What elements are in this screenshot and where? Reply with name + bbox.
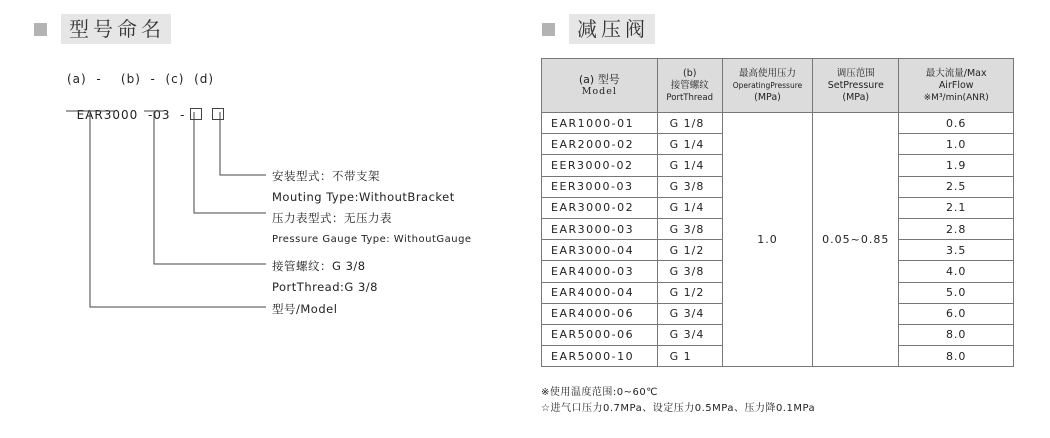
- regulator-header: [542, 14, 655, 44]
- cell-port: G 1/2: [657, 240, 722, 261]
- cell-port: G 1: [657, 346, 722, 367]
- cell-port: G 3/4: [657, 324, 722, 345]
- square-bullet-icon: [542, 23, 555, 36]
- header-set-range-en: SetPressure: [827, 79, 884, 91]
- cell-port: G 3/4: [657, 303, 722, 324]
- header-max-flow-en: AirFlow: [938, 79, 974, 91]
- cell-flow: 3.5: [899, 240, 1014, 261]
- cell-set-range: 0.05~0.85: [813, 113, 899, 367]
- model-code-prefix: EAR3000 -03 -: [76, 108, 186, 122]
- header-model: [542, 59, 658, 113]
- cell-model: EAR4000-03: [542, 261, 658, 282]
- port-thread-cn: 接管螺纹：G 3/8: [272, 259, 366, 273]
- cell-model: EAR3000-02: [542, 197, 658, 218]
- gauge-type-cn: 压力表型式：无压力表: [272, 211, 392, 225]
- cell-port: G 3/8: [657, 176, 722, 197]
- cell-port: G 1/2: [657, 282, 722, 303]
- cell-flow: 4.0: [899, 261, 1014, 282]
- model-label: 型号/Model: [272, 302, 338, 316]
- cell-model: EAR5000-10: [542, 346, 658, 367]
- spec-table: [541, 58, 1014, 367]
- cell-model: EAR2000-02: [542, 134, 658, 155]
- cell-port: G 3/8: [657, 218, 722, 239]
- header-set-range-cn: 调压范围: [836, 67, 875, 79]
- cell-model: EAR4000-04: [542, 282, 658, 303]
- cell-port: G 1/4: [657, 134, 722, 155]
- header-port: [657, 59, 722, 113]
- mounting-type-cn: 安装型式：不带支架: [272, 169, 380, 183]
- cell-model: EAR5000-06: [542, 324, 658, 345]
- header-max-pressure-en: OperatingPressure: [732, 80, 803, 90]
- cell-max-pressure: 1.0: [722, 113, 812, 367]
- cell-flow: 2.5: [899, 176, 1014, 197]
- cell-model: EER3000-03: [542, 176, 658, 197]
- mounting-type-en: Mouting Type:WithoutBracket: [272, 190, 455, 204]
- header-set-range-unit: (MPa): [842, 91, 870, 103]
- cell-port: G 1/4: [657, 197, 722, 218]
- header-model-cn: (a) 型号: [578, 72, 620, 86]
- callout-line-d: [220, 112, 266, 175]
- cell-model: EAR3000-04: [542, 240, 658, 261]
- model-naming-title: 型号命名: [61, 14, 171, 44]
- callout-line-b: [154, 112, 266, 264]
- cell-flow: 1.9: [899, 155, 1014, 176]
- cell-flow: 0.6: [899, 113, 1014, 134]
- header-max-pressure-unit: (MPa): [754, 91, 781, 103]
- code-position-labels: (a) - (b) - (c) (d): [67, 72, 215, 86]
- callout-line-a: [90, 112, 266, 307]
- cell-model: EAR3000-03: [542, 218, 658, 239]
- header-model-en: Model: [581, 85, 617, 97]
- cell-model: EAR1000-01: [542, 113, 658, 134]
- callout-line-c: [194, 112, 266, 213]
- header-port-cn: 接管螺纹: [670, 79, 709, 91]
- cell-flow: 2.8: [899, 218, 1014, 239]
- header-max-pressure-cn: 最高使用压力: [738, 67, 796, 79]
- header-port-letter: (b): [682, 67, 697, 79]
- cell-model: EAR4000-06: [542, 303, 658, 324]
- header-max-pressure: [722, 59, 812, 113]
- header-max-flow-cn: 最大流量/Max: [925, 67, 987, 79]
- table-row: [542, 113, 1014, 134]
- port-thread-en: PortThread:G 3/8: [272, 280, 378, 294]
- header-max-flow-unit: ※M³/min(ANR): [923, 92, 989, 103]
- cell-flow: 5.0: [899, 282, 1014, 303]
- cell-port: G 3/8: [657, 261, 722, 282]
- gauge-type-en: Pressure Gauge Type: WithoutGauge: [272, 234, 472, 245]
- header-max-flow: [899, 59, 1014, 113]
- table-header-row: [542, 59, 1014, 113]
- cell-flow: 2.1: [899, 197, 1014, 218]
- cell-port: G 1/4: [657, 155, 722, 176]
- temperature-note: ※使用温度范围:0~60℃: [541, 387, 658, 398]
- cell-flow: 8.0: [899, 324, 1014, 345]
- cell-model: EER3000-02: [542, 155, 658, 176]
- pressure-condition-note: ☆进气口压力0.7MPa、设定压力0.5MPa、压力降0.1MPa: [541, 403, 816, 414]
- regulator-title: 减压阀: [569, 14, 655, 44]
- cell-flow: 6.0: [899, 303, 1014, 324]
- header-port-en: PortThread: [666, 92, 713, 103]
- cell-port: G 1/8: [657, 113, 722, 134]
- header-set-range: [813, 59, 899, 113]
- cell-flow: 8.0: [899, 346, 1014, 367]
- cell-flow: 1.0: [899, 134, 1014, 155]
